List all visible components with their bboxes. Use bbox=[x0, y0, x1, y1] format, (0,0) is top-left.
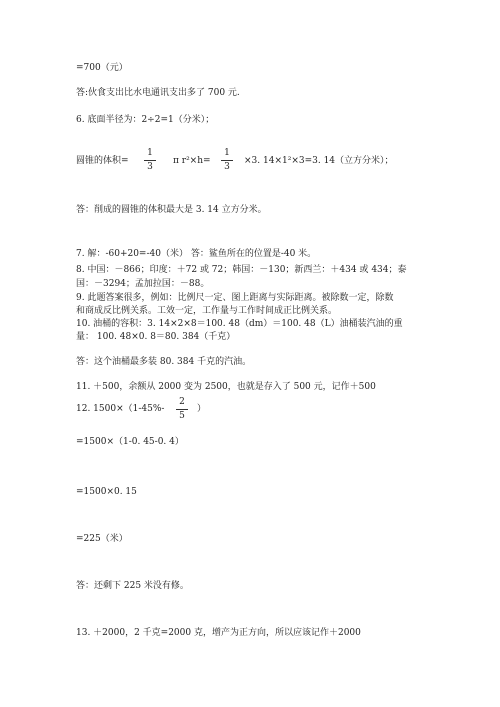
fraction-denominator: 3 bbox=[147, 162, 153, 172]
question-10-line: 10. 油桶的容积：3. 14×2×8＝100. 48（dm）＝100. 48（L）油桶装汽油的重 bbox=[76, 319, 403, 329]
fraction-numerator: 1 bbox=[147, 148, 153, 158]
answer-line: 答：还剩下 225 米没有修。 bbox=[76, 581, 189, 591]
fraction bbox=[144, 148, 156, 173]
question-8-line: 国：－3294；孟加拉国：－88。 bbox=[76, 279, 210, 289]
question-13-line: 13. ＋2000，2 千克=2000 克，增产为正方向，所以应该记作＋2000 bbox=[76, 628, 361, 638]
fraction-numerator: 2 bbox=[179, 397, 185, 407]
answer-line: 答：削成的圆锥的体积最大是 3. 14 立方分米。 bbox=[76, 205, 267, 215]
question-10-line: 量： 100. 48×0. 8＝80. 384（千克） bbox=[76, 332, 236, 342]
fraction-bar bbox=[144, 160, 156, 161]
question-11-line: 11. ＋500，余额从 2000 变为 2500，也就是存入了 500 元，记作＋500 bbox=[76, 382, 376, 392]
cone-formula-part: π r²×h= bbox=[173, 156, 211, 166]
question-12-line-end: ） bbox=[197, 404, 207, 414]
question-6-line: 6. 底面半径为：2÷2=1（分米）； bbox=[76, 115, 215, 125]
calculation-line: =225（米） bbox=[76, 534, 128, 544]
fraction-bar bbox=[176, 409, 188, 410]
question-12-line: 12. 1500×（1-45%- bbox=[76, 404, 165, 414]
fraction bbox=[176, 397, 188, 422]
answer-line: 答:伙食支出比水电通讯支出多了 700 元. bbox=[76, 88, 240, 98]
fraction-bar bbox=[221, 160, 233, 161]
fraction bbox=[221, 148, 233, 173]
fraction-denominator: 3 bbox=[224, 162, 230, 172]
calculation-line: =1500×0. 15 bbox=[76, 487, 137, 497]
cone-volume-label: 圆锥的体积= bbox=[76, 156, 129, 166]
answer-line: =700（元） bbox=[76, 63, 128, 73]
cone-formula-result: ×3. 14×1²×3=3. 14（立方分米）； bbox=[244, 156, 394, 166]
question-7-line: 7. 解：-60+20=-40（米） 答：鲨鱼所在的位置是-40 米。 bbox=[76, 249, 317, 259]
question-9-line: 和商成反比例关系。工效一定，工作量与工作时间成正比例关系。 bbox=[76, 306, 338, 316]
answer-line: 答：这个油桶最多装 80. 384 千克的汽油。 bbox=[76, 357, 252, 367]
calculation-line: =1500×（1-0. 45-0. 4） bbox=[76, 437, 184, 447]
question-9-line: 9. 此题答案很多，例如：比例尺一定、图上距离与实际距离。被除数一定，除数 bbox=[76, 293, 394, 303]
question-8-line: 8. 中国：－866；印度：＋72 或 72；韩国：－130；新西兰：＋434 或 434；泰 bbox=[76, 265, 407, 275]
fraction-denominator: 5 bbox=[179, 411, 185, 421]
fraction-numerator: 1 bbox=[224, 148, 230, 158]
